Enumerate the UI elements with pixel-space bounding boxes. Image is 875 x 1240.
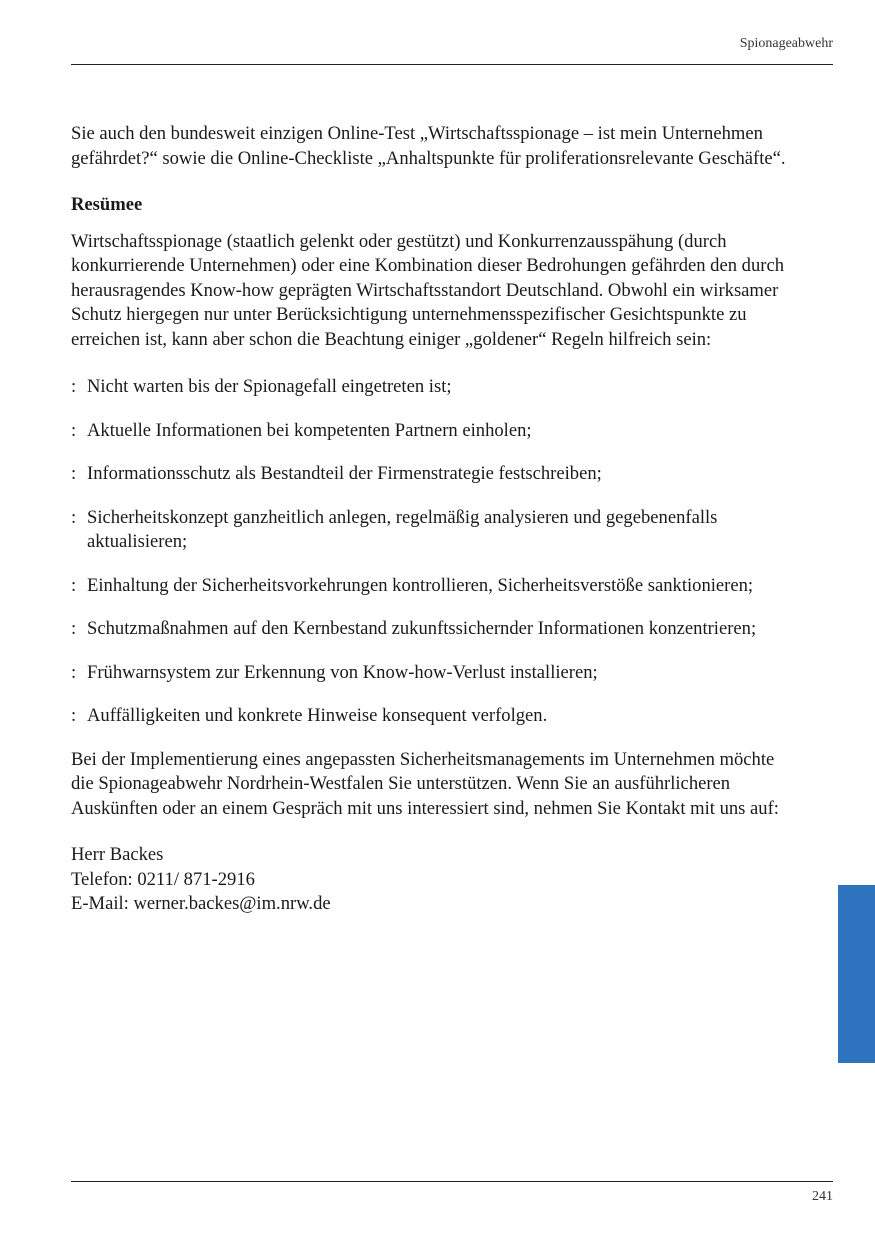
contact-name: Herr Backes (71, 844, 164, 865)
bullet-marker: : (71, 661, 77, 683)
bullet-marker: : (71, 376, 77, 397)
page-number: 241 (812, 1189, 833, 1204)
closing-paragraph: Bei der Implementierung eines angepassten Sicherheitsmanagements im Unternehmen möchte die Spionageabwehr Nordrhein-Westfalen Sie unterstützen. Wenn Sie an ausführlicheren Auskünften oder an einem Gespräch mit uns interessiert sind, nehmen Sie Kontakt mit uns auf: (71, 748, 779, 819)
bullet-marker: : (71, 419, 77, 441)
bullet-marker: : (71, 705, 77, 726)
summary-paragraph: Wirtschaftsspionage (staatlich gelenkt oder gestützt) und Konkurrenzausspähung (durch konkurrierende Unternehmen) oder eine Kombination dieser Bedrohungen gefährden den durch herausragendes Know-how geprägten Wirtschaftsstandort Deutschland. Obwohl ein wirksamer Schutz hiergegen nur unter Berücksichtigung unternehmensspezifischer Gesichtspunkte zu erreichen ist, kann aber schon die Beachtung einiger „goldener“ Regeln hilfreich sein: (71, 230, 785, 350)
list-item-text: Nicht warten bis der Spionagefall eingetreten ist; (87, 376, 452, 397)
list-item (71, 661, 791, 686)
list-item (71, 375, 791, 400)
list-item-text: Frühwarnsystem zur Erkennung von Know-how-Verlust installieren; (87, 661, 598, 683)
list-item (71, 574, 791, 599)
list-item-text: Einhaltung der Sicherheitsvorkehrungen kontrollieren, Sicherheitsverstöße sanktionieren; (87, 574, 754, 596)
contact-phone: Telefon: 0211/ 871-2916 (71, 868, 255, 890)
list-item (71, 462, 791, 487)
list-item-text: Sicherheitskonzept ganzheitlich anlegen, regelmäßig analysieren und gegebenenfalls aktualisieren; (87, 506, 718, 552)
contact-block (71, 843, 791, 917)
list-item-text: Informationsschutz als Bestandteil der Firmenstrategie festschreiben; (87, 463, 602, 484)
list-item-text: Auffälligkeiten und konkrete Hinweise konsequent verfolgen. (87, 705, 548, 726)
header-rule (71, 64, 833, 65)
bullet-marker: : (71, 506, 77, 528)
section-heading: Resümee (71, 194, 143, 215)
intro-paragraph: Sie auch den bundesweit einzigen Online-Test „Wirtschaftsspionage – ist mein Unternehmen gefährdet?“ sowie die Online-Checkliste „Anhaltspunkte für proliferationsrelevante Geschäfte“. (71, 123, 786, 169)
bullet-marker: : (71, 574, 77, 596)
list-item (71, 704, 791, 729)
bullet-marker: : (71, 463, 77, 484)
list-item-text: Aktuelle Informationen bei kompetenten Partnern einholen; (87, 419, 532, 441)
golden-rules-list (71, 375, 791, 729)
list-item (71, 617, 791, 642)
contact-email: E-Mail: werner.backes@im.nrw.de (71, 893, 331, 914)
list-item (71, 419, 791, 444)
bullet-marker: : (71, 618, 77, 639)
page-body (71, 122, 791, 917)
footer-rule (71, 1181, 833, 1182)
chapter-tab-marker (838, 885, 875, 1063)
running-header: Spionageabwehr (739, 36, 833, 51)
list-item-text: Schutzmaßnahmen auf den Kernbestand zukunftssichernder Informationen konzentrieren; (87, 618, 757, 639)
list-item (71, 506, 791, 555)
